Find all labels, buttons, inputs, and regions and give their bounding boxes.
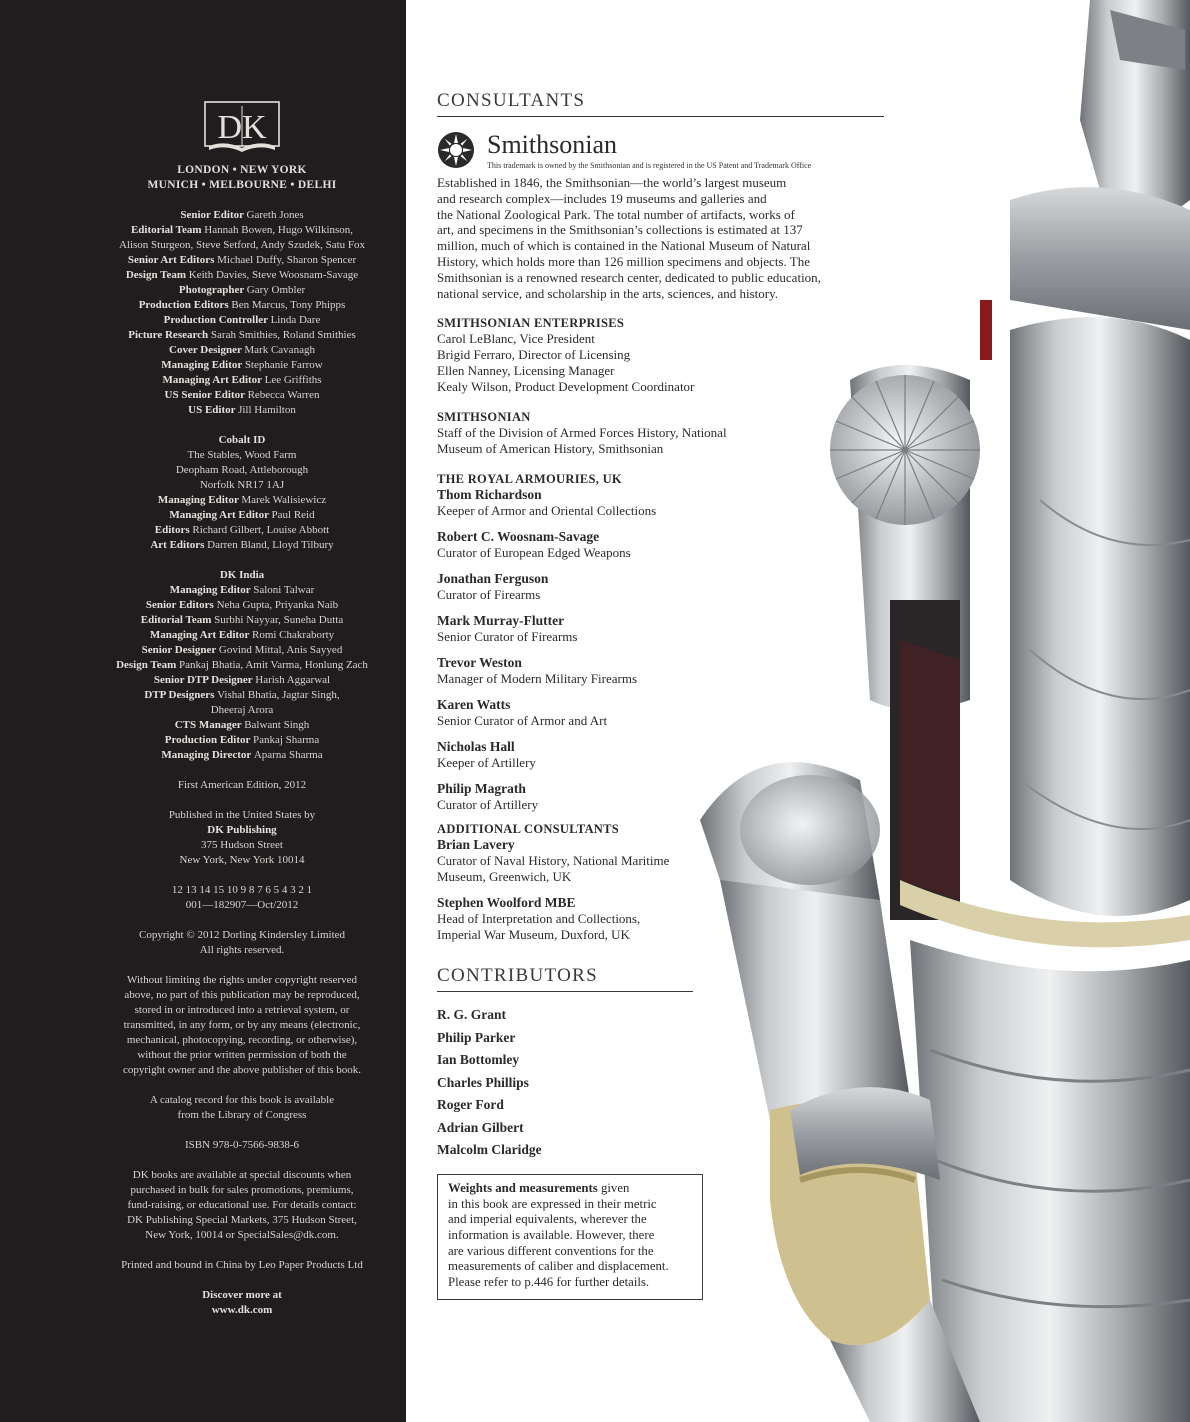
credits-content [104,100,380,1318]
consultant-entry [437,895,884,943]
credit-role: Production Editor [164,734,253,746]
smithsonian-staff: Staff of the Division of Armed Forces History, National Museum of American History, Smithsonian [437,425,727,457]
consultant-name: Karen Watts [437,697,511,713]
credit-line [104,538,380,553]
discover-more: Discover more at www.dk.com [104,1288,380,1318]
consultant-title: Senior Curator of Armor and Art [437,713,608,729]
consultant-entry [437,697,884,729]
credit-line [104,673,380,688]
credit-role: Managing Art Editor [169,509,272,521]
credit-name: Marek Walisiewicz [241,494,327,506]
rights-paragraph: Without limiting the rights under copyright reserved above, no part of this publication may be reproduced, stored in or introduced into a retrieval system, or transmitted, in any form, or by any means (electronic, mechanical, photocopying, recording, or otherwise), without the prior written permission of both the copyright owner and the above publisher of this book. [123,974,361,1076]
credit-line [104,493,380,508]
credit-name: Balwant Singh [244,719,310,731]
credit-line [104,298,380,313]
consultant-title: Keeper of Artillery [437,755,536,771]
isbn: ISBN 978-0-7566-9838-6 [185,1139,299,1151]
credit-role: Managing Art Editor [162,374,265,386]
consultants-column [437,90,884,1300]
consultant-title: Manager of Modern Military Firearms [437,671,638,687]
credit-name: Stephanie Farrow [244,359,323,371]
consultant-name: Nicholas Hall [437,739,515,755]
consultant-entry [437,655,884,687]
credit-name: Saloni Talwar [253,584,315,596]
consultant-title: Head of Interpretation and Collections, [437,911,641,927]
credit-line [104,283,380,298]
credit-line [104,598,380,613]
credit-name: Keith Davies, Steve Woosnam-Savage [188,269,359,281]
consultant-entry [437,837,884,885]
smithsonian-header [437,131,884,175]
credit-name: Ben Marcus, Tony Phipps [231,299,346,311]
credit-line [104,328,380,343]
consultant-title: Curator of European Edged Weapons [437,545,631,561]
credit-role: Managing Editor [169,584,254,596]
trademark-note: This trademark is owned by the Smithsonian and is registered in the US Patent and Trademark Office [487,161,812,170]
credit-line [104,658,380,673]
credit-line [104,523,380,538]
enterprises-list: Carol LeBlanc, Vice President Brigid Ferraro, Director of Licensing Ellen Nanney, Licensing Manager Kealy Wilson, Product Development Coordinator [437,331,695,395]
smithsonian-description: Established in 1846, the Smithsonian—the world’s largest museum and research complex—includes 19 museums and galleries and the National Zoological Park. The total number of artifacts, works of art, and specimens in the Smithsonian’s collections is estimated at 137 million, much of which is contained in the National Museum of Natural History, which holds more than 126 million specimens and objects. The Smithsonian is a renowned research center, dedicated to public education, national service, and scholarship in the arts, sciences, and history. [437,175,821,301]
credit-name: Aparna Sharma [253,749,323,761]
credit-name: Dheeraj Arora [210,704,274,716]
credit-line [104,208,380,223]
consultant-entry [437,571,884,603]
consultant-title: Museum, Greenwich, UK [437,869,572,885]
weights-note: Weights and measurements given in this book are expressed in their metric and imperial equivalents, wherever the information is available. However, there are various different conventions for the measurements of caliber and displacement. Please refer to p.446 for further details. [437,1174,703,1300]
contributor-name: R. G. Grant [437,1007,506,1023]
credit-role: Editorial Team [130,224,205,236]
contributor-name: Roger Ford [437,1097,504,1113]
credit-role: Senior DTP Designer [153,674,256,686]
print-codes: 12 13 14 15 10 9 8 7 6 5 4 3 2 1 001—182907—Oct/2012 [171,884,313,911]
credit-name: Linda Dare [270,314,321,326]
catalog-record: A catalog record for this book is available from the Library of Congress [149,1094,335,1121]
credit-name: Darren Bland, Lloyd Tilbury [207,539,334,551]
consultant-name: Trevor Weston [437,655,522,671]
credit-role: Senior Designer [141,644,219,656]
credit-line [104,388,380,403]
consultant-name: Philip Magrath [437,781,526,797]
contributors-title: CONTRIBUTORS [437,965,693,992]
credit-role: US Editor [188,404,239,416]
credit-role: Senior Art Editors [127,254,218,266]
consultant-entry [437,487,884,519]
credit-role: Managing Editor [161,359,245,371]
printed-in: Printed and bound in China by Leo Paper Products Ltd [121,1259,363,1271]
consultant-entry [437,739,884,771]
credit-name: Sarah Smithies, Roland Smithies [210,329,356,341]
credit-name: Lee Griffiths [264,374,322,386]
credit-name: Paul Reid [271,509,315,521]
credit-line [104,373,380,388]
svg-text:DK: DK [217,109,267,146]
consultant-entry [437,613,884,645]
credit-role: Design Team [125,269,189,281]
credit-role: Editors [154,524,193,536]
credit-name: Michael Duffy, Sharon Spencer [217,254,357,266]
credit-name: Vishal Bhatia, Jagtar Singh, [217,689,340,701]
credit-name: Alison Sturgeon, Steve Setford, Andy Szudek, Satu Fox [118,239,366,251]
royal-armouries-heading: THE ROYAL ARMOURIES, UK [437,472,622,487]
consultant-entry [437,529,884,561]
dk-team-credits [104,208,380,418]
edition-note: First American Edition, 2012 [177,779,307,791]
credit-line [104,748,380,763]
credit-name: Neha Gupta, Priyanka Naib [216,599,339,611]
consultant-title: Imperial War Museum, Duxford, UK [437,927,630,943]
credit-name: Pankaj Bhatia, Amit Varma, Honlung Zach [179,659,368,671]
credit-role: Managing Director [161,749,254,761]
smithsonian-sun-icon [437,131,475,169]
cobalt-credits: Cobalt ID The Stables, Wood Farm Deopham Road, Attleborough Norfolk NR17 1AJ Managing Editor Marek Walisiewicz Managing Art Editor Paul Reid Editors Richard Gilbert, Louise Abbott Art Editors Darren Bland, Lloyd Tilbury [104,433,380,553]
consultant-name: Stephen Woolford MBE [437,895,576,911]
credit-name: Hannah Bowen, Hugo Wilkinson, [204,224,354,236]
consultant-title: Curator of Artillery [437,797,539,813]
contributor-name: Malcolm Claridge [437,1142,542,1158]
credit-name: Richard Gilbert, Louise Abbott [192,524,330,536]
credit-line [104,358,380,373]
consultant-title: Curator of Firearms [437,587,541,603]
publisher-info: Published in the United States by DK Publishing 375 Hudson Street New York, New York 10014 [168,809,316,866]
credit-line [104,718,380,733]
credit-line [104,628,380,643]
consultant-name: Thom Richardson [437,487,542,503]
consultants-title: CONSULTANTS [437,90,884,117]
credit-name: Rebecca Warren [247,389,320,401]
credit-line [104,643,380,658]
contributor-name: Philip Parker [437,1029,516,1045]
credit-name: Govind Mittal, Anis Sayyed [218,644,343,656]
credit-name: Harish Aggarwal [255,674,331,686]
credits-panel [0,0,406,1422]
credit-line [104,703,380,718]
credit-role: Production Controller [163,314,271,326]
credit-name: Jill Hamilton [238,404,296,416]
royal-armouries-list [437,487,884,813]
credit-role: Senior Editors [145,599,217,611]
credit-role: Editorial Team [140,614,215,626]
credit-line [104,403,380,418]
credit-role: Senior Editor [180,209,247,221]
consultant-name: Jonathan Ferguson [437,571,549,587]
credit-role: Managing Editor [157,494,242,506]
credit-name: Surbhi Nayyar, Suneha Dutta [214,614,344,626]
enterprises-heading: SMITHSONIAN ENTERPRISES [437,316,625,331]
credit-name: Gary Ombler [246,284,306,296]
website-link[interactable]: www.dk.com [211,1304,273,1316]
credit-role: Cover Designer [169,344,245,356]
india-credits: DK India Managing Editor Saloni Talwar Senior Editors Neha Gupta, Priyanka Naib Editorial Team Surbhi Nayyar, Suneha Dutta Managing Art Editor Romi Chakraborty Senior Designer Govind Mittal, Anis Sayyed Design Team Pankaj Bhatia, Amit Varma, Honlung Zach Senior DTP Designer Harish Aggarwal DTP Designers Vishal Bhatia, Jagtar Singh, Dheeraj Arora CTS Manager Balwant Singh Production Editor Pankaj Sharma Managing Director Aparna Sharma [104,568,380,763]
credit-role: Production Editors [138,299,232,311]
credit-line [104,688,380,703]
contributors-list [437,1004,884,1162]
credit-role: Photographer [178,284,247,296]
credit-line [104,313,380,328]
credit-role: US Senior Editor [164,389,248,401]
contributor-name: Adrian Gilbert [437,1119,524,1135]
credit-line [104,223,380,238]
dk-logo-icon [203,100,281,154]
credit-name: Mark Cavanagh [244,344,315,356]
consultant-title: Curator of Naval History, National Maritime [437,853,670,869]
credit-line [104,238,380,253]
credit-name: Romi Chakraborty [251,629,335,641]
consultant-entry [437,781,884,813]
copyright: Copyright © 2012 Dorling Kindersley Limited All rights reserved. [138,929,346,956]
credit-line [104,613,380,628]
credit-line [104,583,380,598]
credit-name: Pankaj Sharma [252,734,320,746]
smithsonian-name: Smithsonian [487,130,618,159]
credit-line [104,343,380,358]
credit-name: Gareth Jones [246,209,304,221]
consultant-title: Senior Curator of Firearms [437,629,578,645]
credit-role: Art Editors [150,539,208,551]
credit-line [104,508,380,523]
credit-role: Design Team [116,659,180,671]
consultant-name: Mark Murray-Flutter [437,613,565,629]
contributor-name: Ian Bottomley [437,1052,520,1068]
cities: LONDON • NEW YORK MUNICH • MELBOURNE • DELHI [147,164,337,191]
credit-line [104,733,380,748]
credit-line [104,253,380,268]
additional-consultants-heading: ADDITIONAL CONSULTANTS [437,822,619,837]
smithsonian-heading: SMITHSONIAN [437,410,531,425]
consultant-name: Brian Lavery [437,837,515,853]
credit-role: CTS Manager [174,719,245,731]
discounts-paragraph: DK books are available at special discounts when purchased in bulk for sales promotions, premiums, fund-raising, or educational use. For details contact: DK Publishing Special Markets, 375 Hudson Street, New York, 10014 or SpecialSales@dk.com. [127,1169,357,1241]
credit-role: Picture Research [128,329,211,341]
additional-consultants-list [437,837,884,943]
consultant-name: Robert C. Woosnam-Savage [437,529,600,545]
credit-line [104,268,380,283]
credit-role: Managing Art Editor [149,629,252,641]
credit-role: DTP Designers [144,689,218,701]
contributor-name: Charles Phillips [437,1074,529,1090]
consultant-title: Keeper of Armor and Oriental Collections [437,503,657,519]
